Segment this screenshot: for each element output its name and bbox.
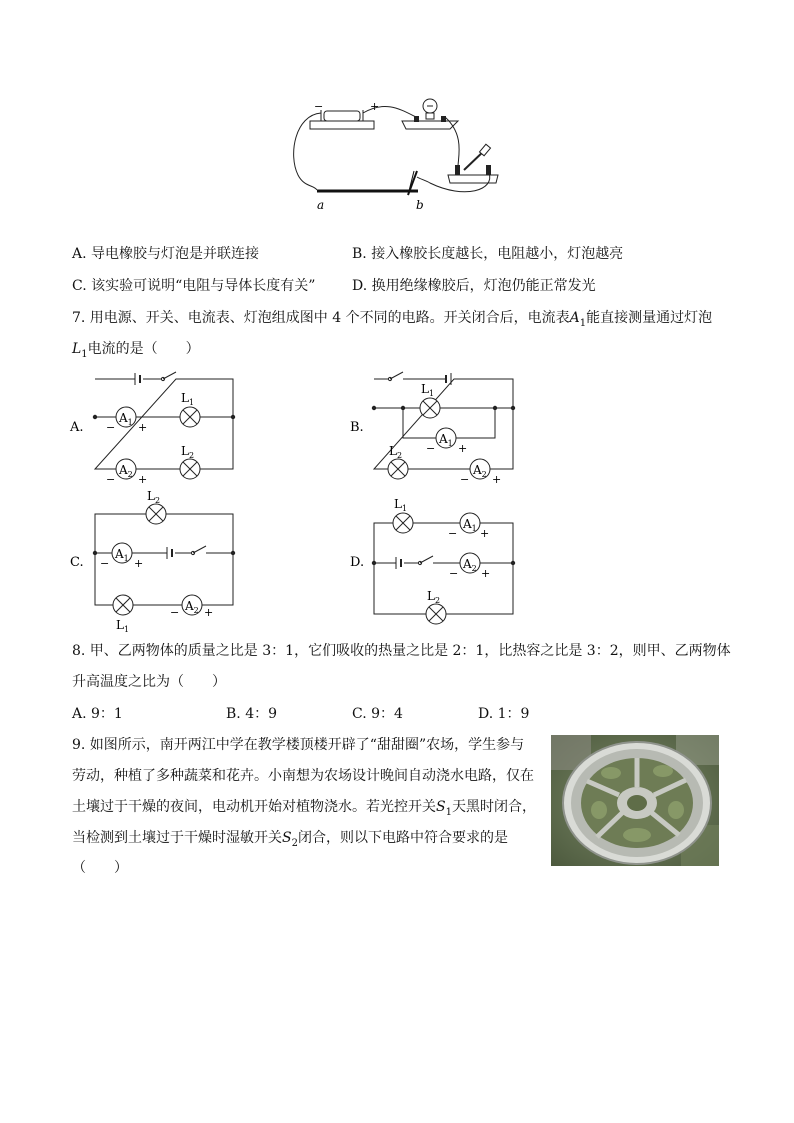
circuit-c-l2-letter: L	[147, 489, 155, 503]
circuit-b-a2-minus: −	[460, 473, 470, 486]
q8-option-b: B. 4：9	[226, 706, 278, 722]
circuit-b-a1-letter: A	[439, 432, 448, 446]
label-b: b	[416, 198, 424, 212]
q6-option-a: A. 导电橡胶与灯泡是并联连接	[72, 246, 260, 262]
q9-symbol-s1: S	[436, 799, 446, 815]
q6-option-d: D. 换用绝缘橡胶后，灯泡仍能正常发光	[352, 278, 596, 294]
circuit-a-l2-letter: L	[181, 444, 189, 458]
circuit-b-a2-letter: A	[473, 463, 482, 477]
q8-option-c: C. 9：4	[352, 706, 403, 722]
circuit-b-lamp-1	[420, 398, 440, 418]
circuit-c-a2-plus: +	[204, 606, 214, 619]
circuit-b-a1-plus: +	[458, 442, 468, 455]
svg-text:L1	[181, 391, 194, 407]
circuit-a-a1-sub: 1	[127, 418, 133, 427]
circuit-c-a2-letter: A	[185, 599, 194, 613]
circuit-c-a2-minus: −	[170, 606, 180, 619]
circuit-d-switch	[420, 556, 433, 563]
circuit-b-a2-sub: 2	[481, 470, 487, 479]
circuit-d-a2-minus: −	[449, 567, 459, 580]
svg-text:L2	[181, 444, 194, 460]
circuit-d-a1-sub: 1	[471, 524, 477, 533]
q9-symbol-s2-sub: 2	[291, 837, 298, 849]
q7-stem-line2	[72, 339, 200, 365]
q9-symbol-s1-sub: 1	[445, 806, 452, 818]
label-a: a	[317, 198, 325, 212]
circuit-d-a2-letter: A	[463, 557, 472, 571]
circuit-b-l1-letter: L	[421, 382, 429, 396]
circuit-b-l2-letter: L	[389, 444, 397, 458]
q9-line3	[72, 797, 536, 823]
svg-text:L1	[394, 497, 407, 513]
circuit-c-l2-sub: 2	[154, 496, 161, 505]
circuit-b-a1-sub: 1	[447, 439, 453, 448]
circuit-c-label: C.	[70, 555, 84, 570]
q9-line1: 9. 如图所示，南开两江中学在教学楼顶楼开辟了“甜甜圈”农场，学生参与	[72, 737, 525, 753]
circuit-a-a2-plus: +	[138, 473, 148, 486]
q9-line2: 劳动，种植了多种蔬菜和花卉。小南想为农场设计晚间自动浇水电路，仅在	[72, 768, 534, 784]
circuit-d-a1-letter: A	[463, 517, 472, 531]
circuit-c-l1-sub: 1	[123, 625, 130, 634]
circuit-a-a2-letter: A	[119, 463, 128, 477]
circuit-b-l1-sub: 1	[428, 389, 435, 398]
q7-symbol-a-sub: 1	[579, 317, 587, 329]
circuit-a-a2-minus: −	[106, 473, 116, 486]
circuit-a-label: A.	[70, 420, 84, 435]
q9-line3-tail: 天黑时闭合，	[451, 799, 536, 815]
battery-minus-sign: −	[314, 100, 324, 113]
circuit-a	[70, 365, 240, 486]
circuit-c-lamp-1	[113, 595, 133, 615]
circuit-b	[350, 365, 520, 485]
q8-option-a: A. 9：1	[72, 706, 123, 722]
circuit-b-a1-minus: −	[426, 442, 436, 455]
circuit-b-lamp-2	[388, 459, 408, 479]
circuit-b-a2-plus: +	[492, 473, 502, 486]
circuit-a-lamp-1	[180, 407, 200, 427]
circuit-c-a1-sub: 1	[123, 554, 129, 563]
circuit-d-lamp-1	[393, 513, 413, 533]
q9-line3-text: 土壤过于干燥的夜间，电动机开始对植物浇水。若光控开关	[72, 799, 436, 815]
q8-stem-line2: 升高温度之比为（ ）	[72, 674, 226, 690]
circuit-c	[70, 490, 240, 635]
circuit-c-a2-sub: 2	[193, 606, 199, 615]
circuit-c-lamp-2	[146, 504, 166, 524]
circuit-d-a2-sub: 2	[471, 564, 477, 573]
circuit-c-a1-minus: −	[100, 557, 110, 570]
svg-text:L2	[147, 489, 160, 505]
q9-line5: （ ）	[72, 860, 128, 876]
q6-circuit-figure	[290, 95, 510, 220]
circuit-d-l1-sub: 1	[401, 504, 408, 513]
circuit-a-a1-plus: +	[138, 421, 148, 434]
battery-plus-sign: +	[370, 100, 380, 113]
circuit-d-l2-letter: L	[427, 589, 435, 603]
q7-symbol-a: A	[569, 310, 580, 326]
q9-line4-tail: 闭合，则以下电路中符合要求的是	[297, 830, 508, 846]
circuit-a-a2-sub: 2	[127, 470, 133, 479]
circuit-d-l1-letter: L	[394, 497, 402, 511]
q9-line4	[72, 828, 508, 854]
circuit-a-switch	[163, 372, 176, 379]
circuit-d-label: D.	[350, 555, 365, 570]
switch-base	[448, 175, 498, 183]
q7-symbol-l: L	[72, 341, 82, 357]
circuit-a-l1-letter: L	[181, 391, 189, 405]
q6-option-c: C. 该实验可说明“电阻与导体长度有关”	[72, 278, 316, 294]
battery-cell	[324, 111, 360, 121]
rooftop-farm-photo	[551, 735, 719, 866]
circuit-a-l2-sub: 2	[188, 451, 195, 460]
svg-text:L2	[389, 444, 402, 460]
circuit-c-switch	[193, 546, 206, 553]
circuit-a-lamp-2	[180, 459, 200, 479]
circuit-b-switch	[390, 372, 403, 379]
q8-option-d: D. 1：9	[478, 706, 530, 722]
circuit-c-a1-letter: A	[115, 547, 124, 561]
svg-text:L2	[427, 589, 440, 605]
circuit-d-l2-sub: 2	[434, 596, 441, 605]
circuit-a-a1-letter: A	[119, 411, 128, 425]
circuit-a-a1-minus: −	[106, 421, 116, 434]
circuit-b-label: B.	[350, 420, 364, 435]
circuit-d-a1-minus: −	[448, 527, 458, 540]
svg-text:L1	[116, 618, 129, 634]
q7-stem-tail: 能直接测量通过灯泡	[586, 310, 713, 326]
circuit-c-a1-plus: +	[134, 557, 144, 570]
q8-stem-line1: 8. 甲、乙两物体的质量之比是 3：1，它们吸收的热量之比是 2：1，比热容之比是 3：2，则甲、乙两物体	[72, 643, 731, 659]
circuit-a-l1-sub: 1	[188, 398, 195, 407]
q7-symbol-l-sub: 1	[81, 348, 88, 360]
q7-stem-text: 7. 用电源、开关、电流表、灯泡组成图中 4 个不同的电路。开关闭合后，电流表	[72, 310, 570, 326]
q9-symbol-s2: S	[282, 830, 292, 846]
q7-stem-line2-tail: 电流的是（ ）	[87, 341, 200, 357]
svg-text:L1	[421, 382, 434, 398]
circuit-c-l1-letter: L	[116, 618, 124, 632]
q9-line4-text: 当检测到土壤过于干燥时湿敏开关	[72, 830, 282, 846]
circuit-d-lamp-2	[426, 604, 446, 624]
circuit-d	[350, 490, 520, 635]
q6-option-b: B. 接入橡胶长度越长，电阻越小，灯泡越亮	[352, 246, 624, 262]
q7-stem-line1	[72, 308, 712, 334]
circuit-d-a2-plus: +	[481, 567, 491, 580]
battery-base	[310, 121, 374, 129]
circuit-d-a1-plus: +	[480, 527, 490, 540]
circuit-b-l2-sub: 2	[396, 451, 403, 460]
